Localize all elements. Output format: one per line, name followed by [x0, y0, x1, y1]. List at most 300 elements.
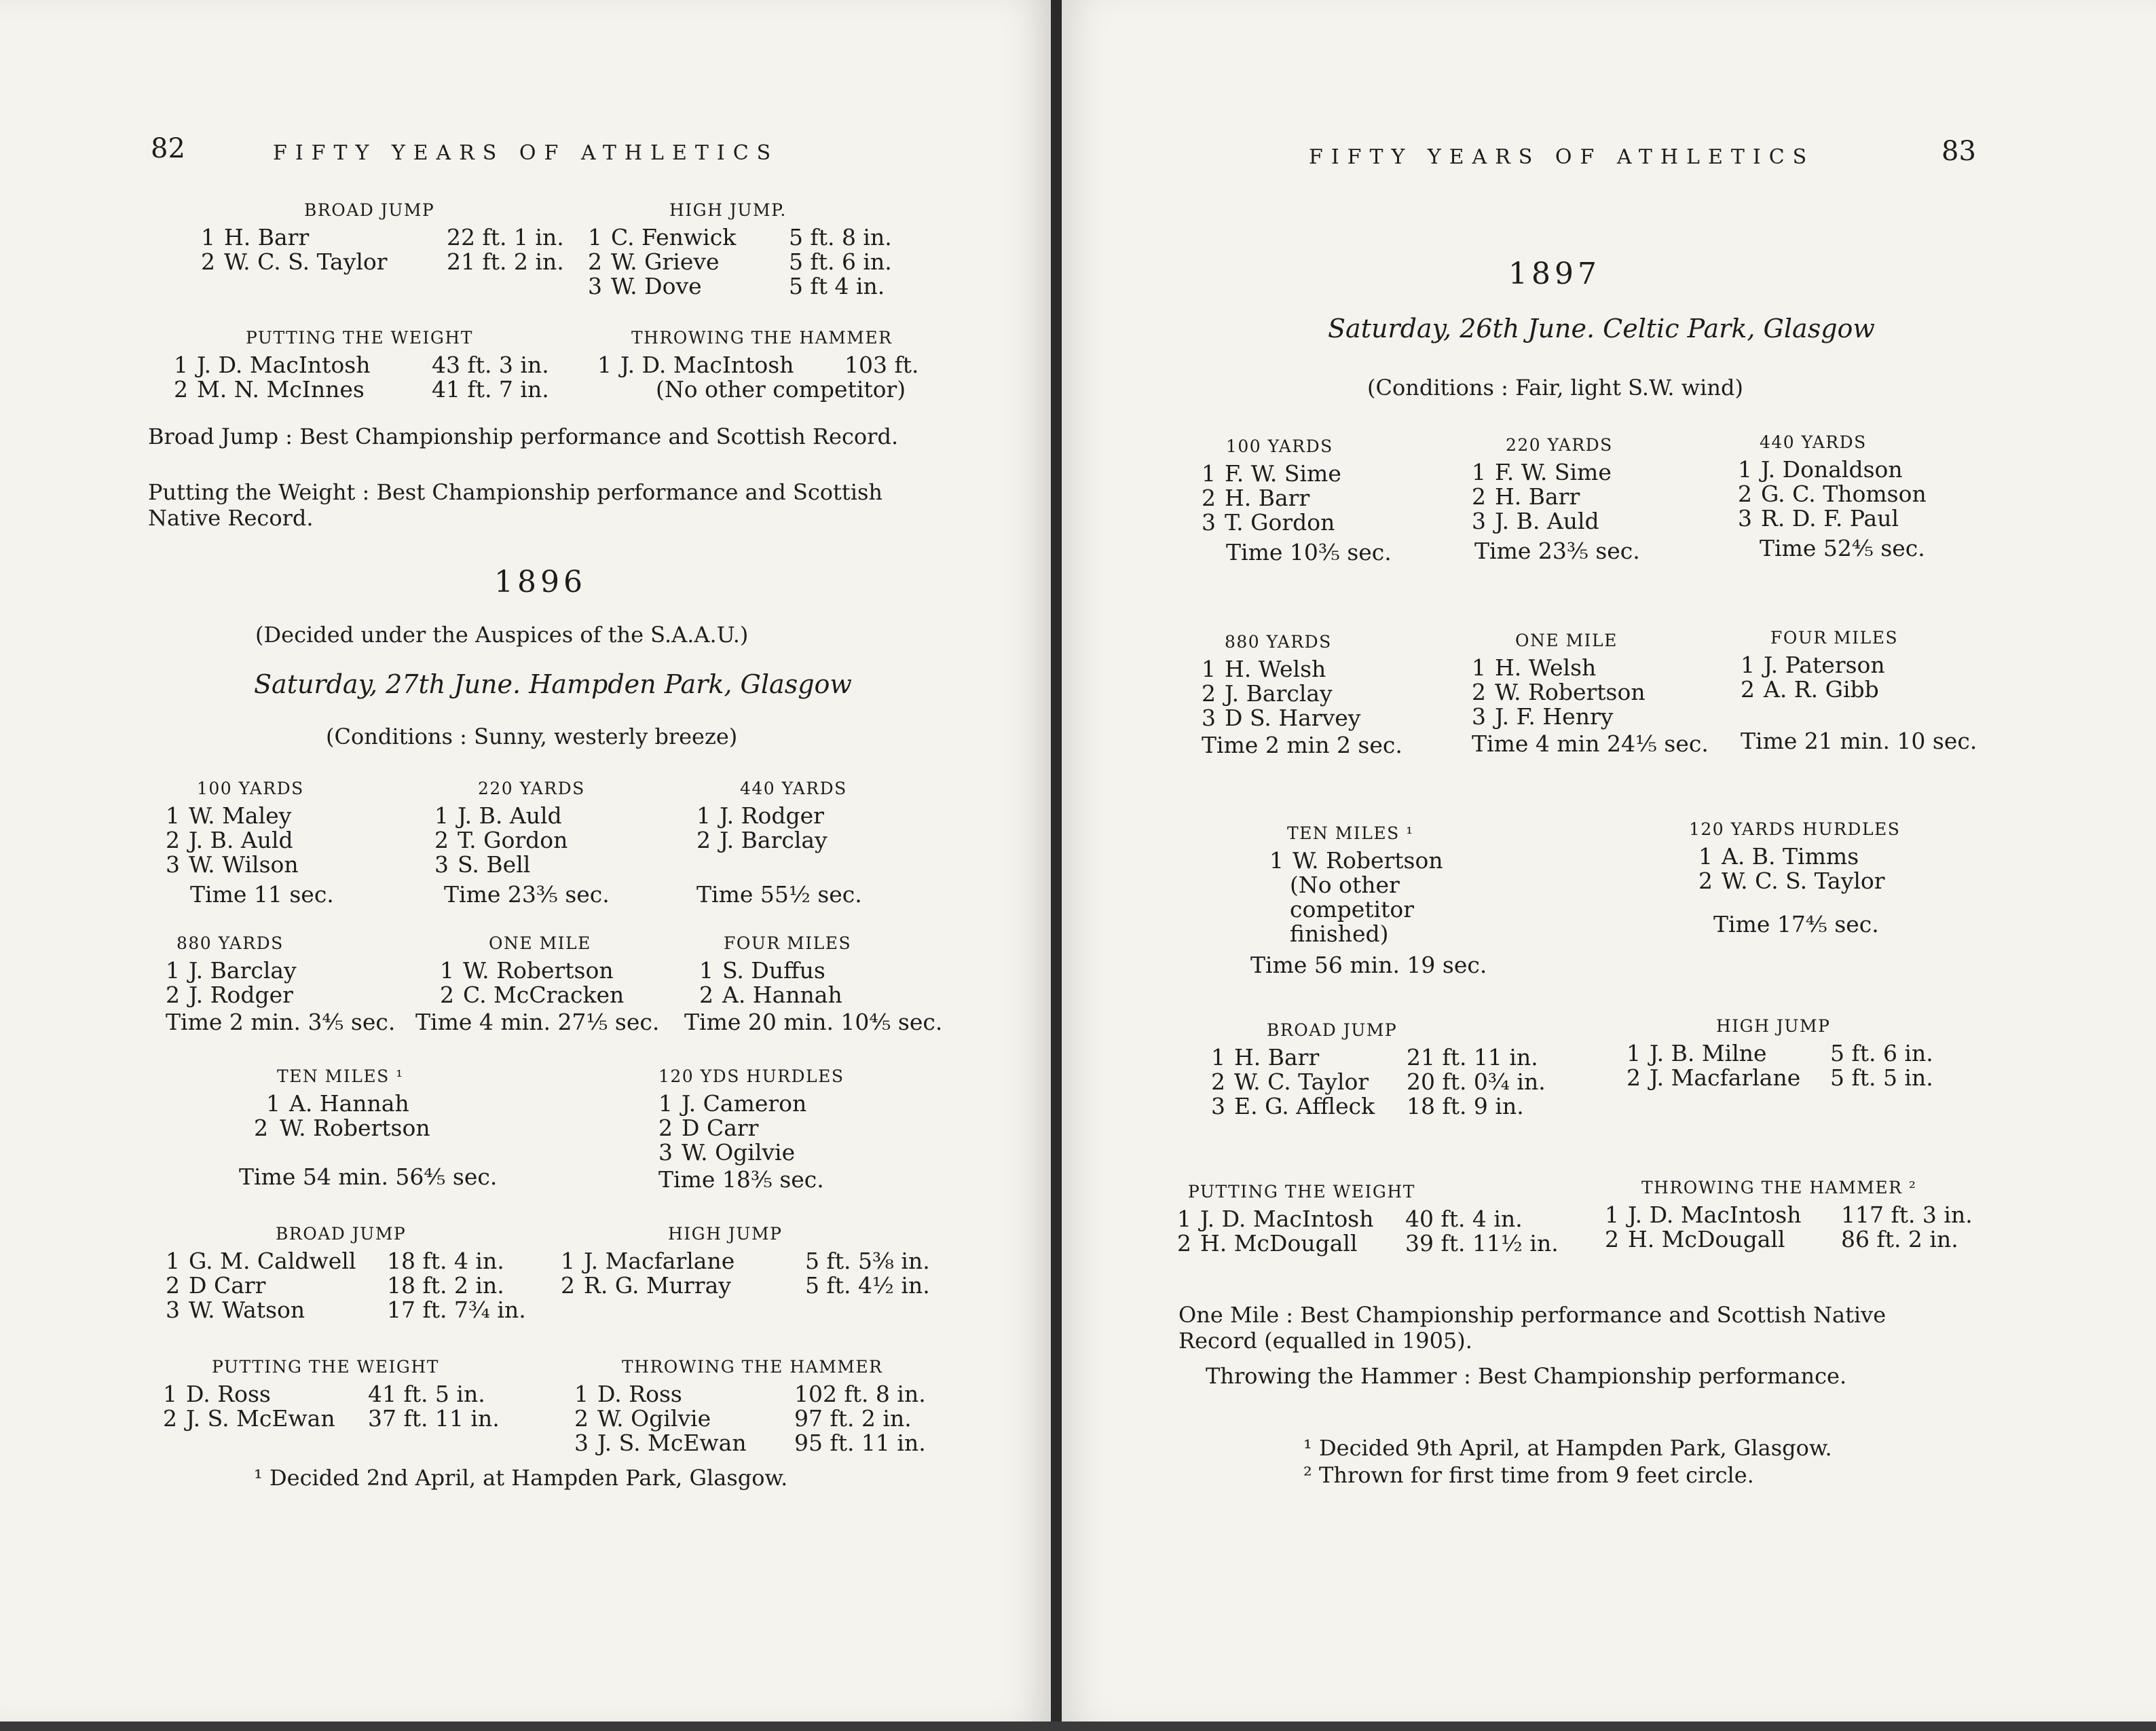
event-title: 440 YARDS	[740, 779, 847, 798]
year-heading: 1896	[494, 565, 587, 599]
event-high-jump	[561, 1222, 930, 1298]
position: 1	[1472, 459, 1486, 485]
result-row	[166, 1298, 526, 1322]
event-title: HIGH JUMP.	[669, 200, 787, 220]
mark: 21 ft. 11 in.	[1407, 1044, 1538, 1071]
meeting-line: Saturday, 26th June. Celtic Park, Glasgow	[1328, 314, 1875, 343]
result-row	[1738, 458, 1927, 482]
position: 2	[1202, 680, 1216, 707]
position: 1	[597, 352, 612, 378]
athlete-name: H. Barr	[1225, 485, 1310, 511]
result-row	[1741, 653, 1977, 677]
result-row	[1211, 1070, 1546, 1094]
position: 3	[1472, 703, 1486, 730]
position: 2	[588, 248, 602, 275]
result-row	[201, 250, 564, 274]
position: 3	[434, 851, 449, 878]
position: 1	[696, 802, 711, 829]
event-note: (No other competitor finished)	[1290, 872, 1415, 947]
position: 2	[699, 982, 713, 1008]
result-row	[1741, 677, 1977, 702]
athlete-name: J. Paterson	[1764, 652, 1885, 678]
record-note: Throwing the Hammer : Best Championship performance.	[1206, 1363, 1847, 1389]
event-four-miles	[1741, 626, 1977, 753]
event-putting-weight	[163, 1355, 500, 1431]
position: 2	[1202, 485, 1216, 511]
result-row	[1605, 1203, 1973, 1227]
event-time: Time 18⅗ sec.	[658, 1166, 824, 1193]
position: 1	[166, 802, 180, 829]
event-title: THROWING THE HAMMER ²	[1641, 1178, 1917, 1197]
athlete-name: F. W. Sime	[1495, 459, 1612, 485]
position: 2	[696, 827, 711, 853]
event-time: Time 52⅘ sec.	[1760, 535, 1925, 561]
athlete-name: J. Macfarlane	[584, 1248, 735, 1274]
position: 3	[658, 1139, 673, 1166]
result-row	[684, 958, 942, 983]
event-time: Time 20 min. 10⅘ sec.	[684, 1009, 943, 1035]
result-row	[1605, 1227, 1973, 1252]
result-row	[434, 853, 610, 877]
athlete-name: A. Hannah	[289, 1090, 409, 1117]
position: 3	[1211, 1093, 1225, 1119]
athlete-name: H. Welsh	[1225, 656, 1326, 682]
athlete-name: C. McCracken	[463, 982, 625, 1008]
athlete-name: R. D. F. Paul	[1761, 505, 1899, 532]
position: 1	[163, 1381, 177, 1407]
mark: 41 ft. 7 in.	[432, 376, 549, 403]
athlete-name: H. Barr	[1234, 1044, 1320, 1071]
mark: 95 ft. 11 in.	[794, 1430, 926, 1456]
event-220-yards	[434, 777, 610, 907]
mark: 18 ft. 4 in.	[387, 1248, 504, 1274]
athlete-name: J. F. Henry	[1495, 703, 1614, 730]
athlete-name: J. B. Auld	[1495, 508, 1599, 534]
position: 3	[166, 851, 180, 878]
event-title: TEN MILES ¹	[1287, 823, 1414, 843]
result-row	[1211, 1045, 1546, 1070]
event-time: Time 23⅗ sec.	[444, 881, 610, 908]
mark: 18 ft. 2 in.	[387, 1272, 504, 1299]
athlete-name: W. C. Taylor	[1234, 1068, 1369, 1095]
athlete-name: W. Wilson	[189, 851, 299, 878]
right-page	[1062, 0, 2156, 1721]
result-row	[1202, 682, 1402, 706]
position: 1	[174, 352, 188, 378]
position: 1	[1211, 1044, 1225, 1071]
event-one-mile	[415, 931, 659, 1035]
position: 2	[1472, 679, 1486, 705]
result-row	[1177, 1231, 1559, 1256]
result-row	[434, 804, 610, 828]
position: 2	[1472, 483, 1486, 510]
result-row	[166, 804, 334, 828]
event-time: Time 54 min. 56⅘ sec.	[239, 1164, 498, 1190]
athlete-name: W. Grieve	[611, 248, 720, 275]
event-title: FOUR MILES	[724, 933, 852, 953]
mark: 5 ft. 6 in.	[1830, 1040, 1933, 1066]
position: 1	[166, 957, 180, 984]
event-880-yards	[1202, 630, 1402, 758]
position: 1	[440, 957, 454, 984]
event-440-yards	[696, 777, 862, 907]
event-title: THROWING THE HAMMER	[622, 1357, 883, 1377]
result-row	[588, 250, 892, 274]
page-number: 83	[1941, 136, 1976, 167]
event-100-yards	[166, 777, 334, 907]
event-title: PUTTING THE WEIGHT	[1188, 1182, 1415, 1202]
athlete-name: E. G. Affleck	[1234, 1093, 1375, 1119]
position: 1	[266, 1090, 280, 1117]
page-number: 82	[151, 133, 185, 164]
athlete-name: J. S. McEwan	[597, 1430, 747, 1456]
result-row	[174, 377, 549, 402]
result-row	[588, 274, 892, 299]
mark: 117 ft. 3 in.	[1841, 1202, 1973, 1228]
athlete-name: J. B. Milne	[1650, 1040, 1767, 1066]
result-row	[597, 353, 918, 377]
event-220-yards	[1472, 433, 1640, 563]
position: 3	[1202, 509, 1216, 536]
left-page	[0, 0, 1051, 1721]
position: 3	[1472, 508, 1486, 534]
event-title: 100 YARDS	[1226, 436, 1333, 456]
athlete-name: J. D. MacIntosh	[1628, 1202, 1802, 1228]
result-row	[1472, 705, 1709, 729]
position: 2	[174, 376, 188, 403]
position: 2	[1211, 1068, 1225, 1095]
footnote: ¹ Decided 2nd April, at Hampden Park, Glasgow.	[254, 1465, 788, 1491]
athlete-name: D. Ross	[597, 1381, 682, 1407]
event-time: Time 4 min 24⅕ sec.	[1472, 730, 1709, 757]
result-row	[658, 1140, 844, 1165]
event-four-miles	[684, 931, 942, 1035]
running-head: FIFTY YEARS OF ATHLETICS	[273, 141, 779, 165]
result-row	[166, 828, 334, 853]
event-broad-jump	[1211, 1018, 1546, 1119]
position: 2	[201, 248, 215, 275]
event-time: Time 23⅗ sec.	[1474, 538, 1640, 564]
book-gutter	[1051, 0, 1062, 1721]
mark: 17 ft. 7¾ in.	[387, 1297, 526, 1323]
event-title: PUTTING THE WEIGHT	[246, 328, 473, 348]
athlete-name: T. Gordon	[458, 827, 568, 853]
position: 3	[166, 1297, 180, 1323]
athlete-name: J. D. MacIntosh	[197, 352, 371, 378]
athlete-name: H. Welsh	[1495, 654, 1597, 681]
event-broad-jump	[166, 1222, 526, 1322]
result-row	[174, 353, 549, 377]
mark: 21 ft. 2 in.	[447, 248, 564, 275]
athlete-name: W. Robertson	[1293, 847, 1443, 874]
footnote: ¹ Decided 9th April, at Hampden Park, Glasgow.	[1303, 1435, 1832, 1461]
athlete-name: A. Hannah	[722, 982, 842, 1008]
mark: 5 ft. 5 in.	[1830, 1064, 1933, 1091]
result-row	[588, 225, 892, 250]
position: 2	[434, 827, 449, 853]
event-time: Time 55½ sec.	[696, 881, 862, 908]
athlete-name: W. Robertson	[280, 1115, 430, 1141]
result-row	[561, 1249, 930, 1273]
position: 2	[1177, 1230, 1191, 1257]
result-row	[574, 1382, 926, 1407]
athlete-name: S. Duffus	[722, 957, 825, 984]
position: 2	[166, 1272, 180, 1299]
position: 2	[254, 1115, 268, 1141]
event-putting-weight	[1177, 1180, 1559, 1256]
athlete-name: S. Bell	[458, 851, 531, 878]
result-row	[658, 1092, 844, 1116]
athlete-name: A. B. Timms	[1722, 843, 1859, 870]
position: 1	[574, 1381, 589, 1407]
athlete-name: W. C. S. Taylor	[1722, 868, 1885, 894]
event-title: 120 YARDS HURDLES	[1689, 819, 1901, 839]
result-row	[1202, 486, 1392, 510]
athlete-name: J. Donaldson	[1761, 456, 1903, 483]
athlete-name: W. Robertson	[1495, 679, 1646, 705]
result-row	[1202, 462, 1392, 486]
athlete-name: J. Barclay	[189, 957, 297, 984]
running-head: FIFTY YEARS OF ATHLETICS	[1309, 145, 1815, 169]
result-row	[1202, 706, 1402, 730]
position: 2	[574, 1405, 589, 1432]
event-time: Time 2 min. 3⅘ sec.	[166, 1009, 396, 1035]
athlete-name: W. C. S. Taylor	[224, 248, 388, 275]
event-time: Time 10⅗ sec.	[1226, 539, 1392, 565]
result-row	[1738, 506, 1927, 531]
event-title: 120 YDS HURDLES	[658, 1066, 844, 1086]
athlete-name: D Carr	[682, 1115, 759, 1141]
position: 1	[1605, 1202, 1619, 1228]
mark: 86 ft. 2 in.	[1841, 1226, 1958, 1252]
position: 2	[1605, 1226, 1619, 1252]
result-row	[574, 1407, 926, 1431]
result-row	[696, 804, 862, 828]
event-title: FOUR MILES	[1770, 628, 1899, 648]
athlete-name: H. McDougall	[1200, 1230, 1358, 1257]
result-row	[696, 828, 862, 853]
record-note: Putting the Weight : Best Championship performance and Scottish Native Record.	[148, 479, 883, 531]
athlete-name: W. Watson	[189, 1297, 305, 1323]
position: 1	[1738, 456, 1752, 483]
mark: 5 ft. 4½ in.	[805, 1272, 930, 1299]
position: 2	[440, 982, 454, 1008]
athlete-name: J. Macfarlane	[1650, 1064, 1801, 1091]
result-row	[1202, 657, 1402, 682]
result-row	[1689, 844, 1900, 869]
athlete-name: J. Barclay	[720, 827, 828, 853]
position: 1	[434, 802, 449, 829]
event-high-jump	[1627, 1014, 1933, 1090]
mark: 18 ft. 9 in.	[1407, 1093, 1524, 1119]
athlete-name: D. Ross	[186, 1381, 271, 1407]
event-ten-miles	[1246, 821, 1507, 978]
result-row	[1177, 1207, 1559, 1231]
conditions-line: (Conditions : Sunny, westerly breeze)	[326, 724, 738, 749]
athlete-name: W. Dove	[611, 273, 702, 299]
athlete-name: R. G. Murray	[584, 1272, 731, 1299]
event-title: THROWING THE HAMMER	[631, 328, 893, 348]
athlete-name: J. Cameron	[682, 1090, 807, 1117]
event-title: 100 YARDS	[197, 779, 304, 798]
position: 1	[1627, 1040, 1641, 1066]
position: 2	[163, 1405, 177, 1432]
athlete-name: D Carr	[189, 1272, 266, 1299]
athlete-name: J. B. Auld	[458, 802, 562, 829]
position: 1	[1698, 843, 1713, 870]
page-bottom-edge	[0, 1721, 2156, 1731]
event-time: Time 17⅘ sec.	[1713, 911, 1879, 937]
result-row	[1246, 849, 1507, 873]
mark: 43 ft. 3 in.	[432, 352, 549, 378]
athlete-name: W. Ogilvie	[597, 1405, 711, 1432]
event-throwing-hammer	[574, 1355, 926, 1455]
result-row	[166, 1273, 526, 1298]
result-row	[415, 958, 659, 983]
result-row	[1472, 485, 1640, 509]
event-title: BROAD JUMP	[276, 1224, 407, 1244]
event-title: BROAD JUMP	[304, 200, 435, 220]
mark: 20 ft. 0¾ in.	[1407, 1068, 1546, 1095]
event-putting-weight-1895	[174, 326, 549, 402]
footnote: ² Thrown for first time from 9 feet circle.	[1303, 1462, 1754, 1488]
event-note: (No other competitor)	[656, 376, 906, 403]
position: 1	[1202, 656, 1216, 682]
mark: 22 ft. 1 in.	[447, 224, 564, 250]
result-row	[415, 983, 659, 1007]
event-title: BROAD JUMP	[1267, 1020, 1398, 1040]
result-row	[1472, 460, 1640, 485]
athlete-name: W. Robertson	[463, 957, 614, 984]
year-heading: 1897	[1508, 257, 1601, 291]
result-row	[684, 983, 942, 1007]
mark: 97 ft. 2 in.	[794, 1405, 912, 1432]
result-row	[163, 1382, 500, 1407]
athlete-name: J. D. MacIntosh	[620, 352, 794, 378]
event-one-mile	[1472, 629, 1709, 756]
event-title: TEN MILES ¹	[277, 1066, 404, 1086]
result-row	[1689, 869, 1900, 893]
event-880-yards	[166, 931, 395, 1035]
event-title: HIGH JUMP	[1716, 1016, 1831, 1036]
athlete-name: M. N. McInnes	[197, 376, 365, 403]
result-row	[166, 853, 334, 877]
position: 3	[1738, 505, 1752, 532]
athlete-name: J. D. MacIntosh	[1200, 1206, 1374, 1232]
position: 2	[1698, 868, 1713, 894]
event-broad-jump-1895	[201, 198, 564, 274]
athlete-name: T. Gordon	[1225, 509, 1335, 536]
result-row	[1738, 482, 1927, 506]
event-time: Time 2 min 2 sec.	[1202, 732, 1402, 758]
event-title: 880 YARDS	[176, 933, 284, 953]
event-throwing-hammer	[1605, 1176, 1973, 1252]
result-row	[166, 1249, 526, 1273]
position: 1	[658, 1090, 673, 1117]
result-row	[1472, 509, 1640, 534]
athlete-name: J. B. Auld	[189, 827, 293, 853]
athlete-name: J. Rodger	[720, 802, 824, 829]
athlete-name: J. S. McEwan	[186, 1405, 335, 1432]
position: 2	[1627, 1064, 1641, 1091]
event-title: ONE MILE	[1515, 631, 1618, 650]
event-time: Time 56 min. 19 sec.	[1250, 952, 1487, 978]
athlete-name: F. W. Sime	[1225, 460, 1341, 487]
result-row	[1472, 680, 1709, 705]
position: 2	[1738, 481, 1752, 507]
result-row	[201, 225, 564, 250]
mark: 5 ft. 6 in.	[789, 248, 892, 275]
position: 3	[574, 1430, 589, 1456]
result-row	[239, 1092, 497, 1116]
event-title: PUTTING THE WEIGHT	[212, 1357, 439, 1377]
event-title: 880 YARDS	[1225, 632, 1332, 652]
event-high-jump-1895	[588, 198, 892, 299]
event-100-yards	[1202, 434, 1392, 565]
event-time: Time 21 min. 10 sec.	[1741, 728, 1977, 754]
mark: 102 ft. 8 in.	[794, 1381, 926, 1407]
position: 2	[166, 982, 180, 1008]
position: 2	[1741, 676, 1755, 703]
event-title: 220 YARDS	[478, 779, 585, 798]
position: 2	[166, 827, 180, 853]
event-title: 440 YARDS	[1760, 432, 1867, 452]
position: 1	[588, 224, 602, 250]
position: 1	[1472, 654, 1486, 681]
position: 2	[658, 1115, 673, 1141]
mark: 103 ft.	[844, 352, 919, 378]
mark: 37 ft. 11 in.	[368, 1405, 500, 1432]
athlete-name: H. McDougall	[1628, 1226, 1785, 1252]
result-row	[163, 1407, 500, 1431]
event-throwing-hammer-1895	[597, 326, 918, 402]
position: 1	[561, 1248, 575, 1274]
position: 1	[1741, 652, 1755, 678]
event-title: 220 YARDS	[1506, 435, 1613, 455]
position: 3	[588, 273, 602, 299]
athlete-name: A. R. Gibb	[1764, 676, 1879, 703]
mark: 39 ft. 11½ in.	[1405, 1230, 1559, 1257]
event-ten-miles	[239, 1064, 497, 1189]
result-row	[1211, 1094, 1546, 1119]
result-row	[239, 1116, 497, 1140]
event-time: Time 11 sec.	[190, 881, 334, 908]
athlete-name: W. Maley	[189, 802, 292, 829]
result-row	[1627, 1066, 1933, 1090]
conditions-line: (Conditions : Fair, light S.W. wind)	[1367, 375, 1743, 401]
event-120-hurdles	[658, 1064, 844, 1192]
athlete-name: J. Rodger	[189, 982, 293, 1008]
mark: 5 ft. 8 in.	[789, 224, 892, 250]
position: 2	[561, 1272, 575, 1299]
athlete-name: D S. Harvey	[1225, 705, 1361, 731]
position: 1	[1269, 847, 1284, 874]
event-120-hurdles	[1689, 817, 1900, 937]
mark: 5 ft. 5⅜ in.	[805, 1248, 930, 1274]
athlete-name: G. C. Thomson	[1761, 481, 1927, 507]
result-row	[166, 983, 395, 1007]
result-row	[574, 1431, 926, 1455]
athlete-name: C. Fenwick	[611, 224, 737, 250]
meeting-line: Saturday, 27th June. Hampden Park, Glasgow	[254, 669, 852, 699]
position: 1	[1202, 460, 1216, 487]
athlete-name: J. Barclay	[1225, 680, 1333, 707]
mark: 5 ft 4 in.	[789, 273, 885, 299]
athlete-name: H. Barr	[224, 224, 310, 250]
athlete-name: W. Ogilvie	[682, 1139, 796, 1166]
position: 3	[1202, 705, 1216, 731]
record-note: Broad Jump : Best Championship performance and Scottish Record.	[148, 424, 899, 449]
